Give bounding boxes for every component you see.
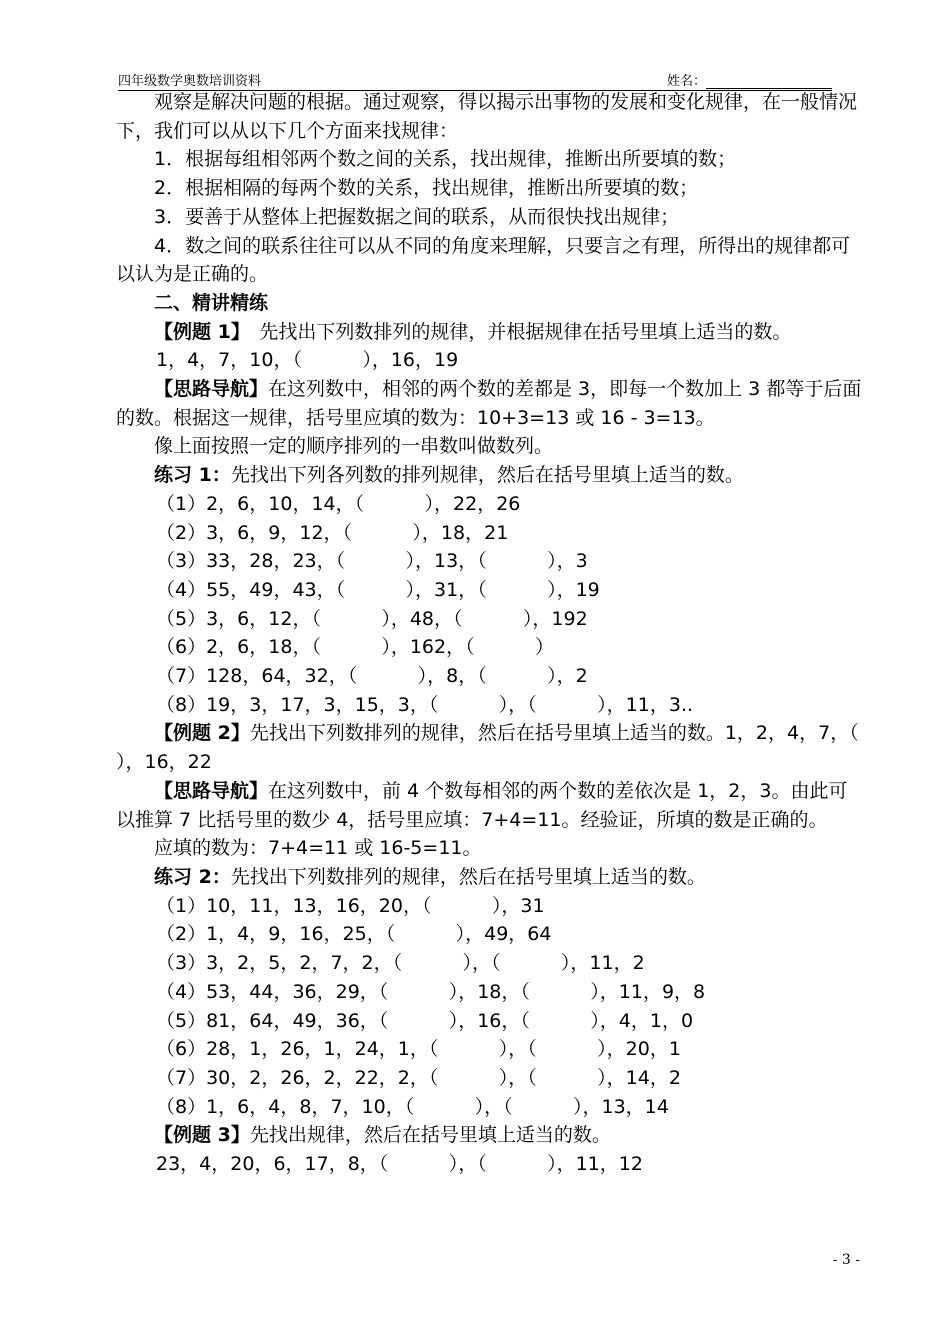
practice-1-item: （7）128，64，32，（ ），8，（ ），2 (156, 665, 588, 688)
intro-item-3: 3．要善于从整体上把握数据之间的联系，从而很快找出规律； (154, 205, 680, 228)
example-2 (116, 719, 920, 776)
practice-2-item: （5）81，64，49，36，（ ），16，（ ），4，1，0 (156, 1009, 694, 1032)
sequence-definition: 像上面按照一定的顺序排列的一串数叫做数列。 (154, 435, 554, 458)
name-label: 姓名： (666, 74, 706, 89)
practice-1-label: 练习 1： (154, 464, 231, 487)
page-number: - 3 - (832, 1252, 860, 1268)
example-1-label: 【例题 1】 (154, 320, 241, 343)
intro-paragraph: 观察是解决问题的根据。通过观察，得以揭示出事物的发展和变化规律，在一般情况下，我们可以从以下几个方面来找规律： (116, 91, 858, 142)
example-2-guide (116, 777, 866, 834)
practice-2-item: （4）53，44，36，29，（ ），18，（ ），11，9，8 (156, 980, 706, 1003)
example-1-text: 先找出下列数排列的规律，并根据规律在括号里填上适当的数。 (240, 320, 792, 343)
intro-item-4: 4．数之间的联系往往可以从不同的角度来理解，只要言之有理，所得出的规律都可以认为是正确的。 (116, 234, 851, 286)
practice-1 (116, 461, 866, 490)
intro-item-2: 2．根据相隔的每两个数的关系，找出规律，推断出所要填的数； (154, 177, 699, 200)
practice-1-item: （2）3，6，9，12，（ ），18，21 (156, 521, 509, 544)
practice-1-item: （8）19，3，17，3，15，3，（ ），（ ），11，3.. (156, 693, 694, 716)
practice-1-item: （5）3，6，12，（ ），48，（ ），192 (156, 607, 588, 630)
practice-1-item: （1）2，6，10，14，（ ），22，26 (156, 492, 521, 515)
practice-2-item: （7）30，2，26，2，22，2，（ ），（ ），14，2 (156, 1066, 681, 1089)
practice-2-text: 先找出下列数排列的规律，然后在括号里填上适当的数。 (230, 865, 706, 888)
practice-1-item: （4）55，49，43，（ ），31，（ ），19 (156, 578, 600, 601)
example-1-guide-text: 在这列数中，相邻的两个数的差都是 3，即每一个数加上 3 都等于后面的数。根据这一规律，括号里应填的数为：10+3=13 或 16 - 3=13。 (116, 378, 862, 429)
example-3-label: 【例题 3】 (154, 1124, 250, 1147)
example-3 (116, 1121, 866, 1150)
example-2-guide-label: 【思路导航】 (154, 779, 269, 802)
practice-2-label: 练习 2： (154, 865, 231, 888)
document-body (116, 88, 920, 1179)
practice-1-item: （6）2，6，18，（ ），162，（ ） (156, 636, 554, 659)
name-blank-line (706, 75, 832, 89)
practice-1-item: （3）33，28，23，（ ），13，（ ），3 (156, 550, 588, 573)
example-3-sequence: 23，4，20，6，17，8，（ ），（ ），11，12 (156, 1153, 643, 1176)
practice-1-text: 先找出下列各列数的排列规律，然后在括号里填上适当的数。 (230, 464, 744, 487)
section-heading: 二、精讲精练 (154, 291, 269, 314)
example-2-answer: 应填的数为：7+4=11 或 16-5=11。 (154, 837, 482, 860)
example-2-text: 先找出下列数排列的规律，然后在括号里填上适当的数。1，2，4，7，（ ），16，22 (116, 722, 920, 774)
example-1 (116, 318, 866, 347)
example-1-guide (116, 375, 866, 432)
example-1-guide-label: 【思路导航】 (154, 378, 269, 401)
practice-2-item: （8）1，6，4，8，7，10，（ ），（ ），13，14 (156, 1095, 669, 1118)
name-field (667, 70, 832, 89)
example-2-label: 【例题 2】 (154, 722, 250, 745)
practice-2 (116, 863, 866, 892)
example-3-text: 先找出规律，然后在括号里填上适当的数。 (249, 1124, 611, 1147)
example-1-sequence: 1，4，7，10，（ ），16，19 (156, 349, 459, 372)
practice-2-item: （6）28，1，26，1，24，1，（ ），（ ），20，1 (156, 1038, 681, 1061)
practice-2-item: （3）3，2，5，2，7，2，（ ），（ ），11，2 (156, 952, 645, 975)
practice-2-item: （1）10，11，13，16，20，（ ），31 (156, 894, 545, 917)
header-title: 四年级数学奥数培训资料 (118, 74, 262, 89)
intro-item-1: 1．根据每组相邻两个数之间的关系，找出规律，推断出所要填的数； (154, 148, 737, 171)
example-2-guide-text: 在这列数中，前 4 个数每相邻的两个数的差依次是 1，2，3。由此可以推算 7 比括号里的数少 4，括号里应填：7+4=11。经验证，所填的数是正确的。 (116, 779, 848, 831)
practice-2-item: （2）1，4，9，16，25，（ ），49，64 (156, 923, 552, 946)
